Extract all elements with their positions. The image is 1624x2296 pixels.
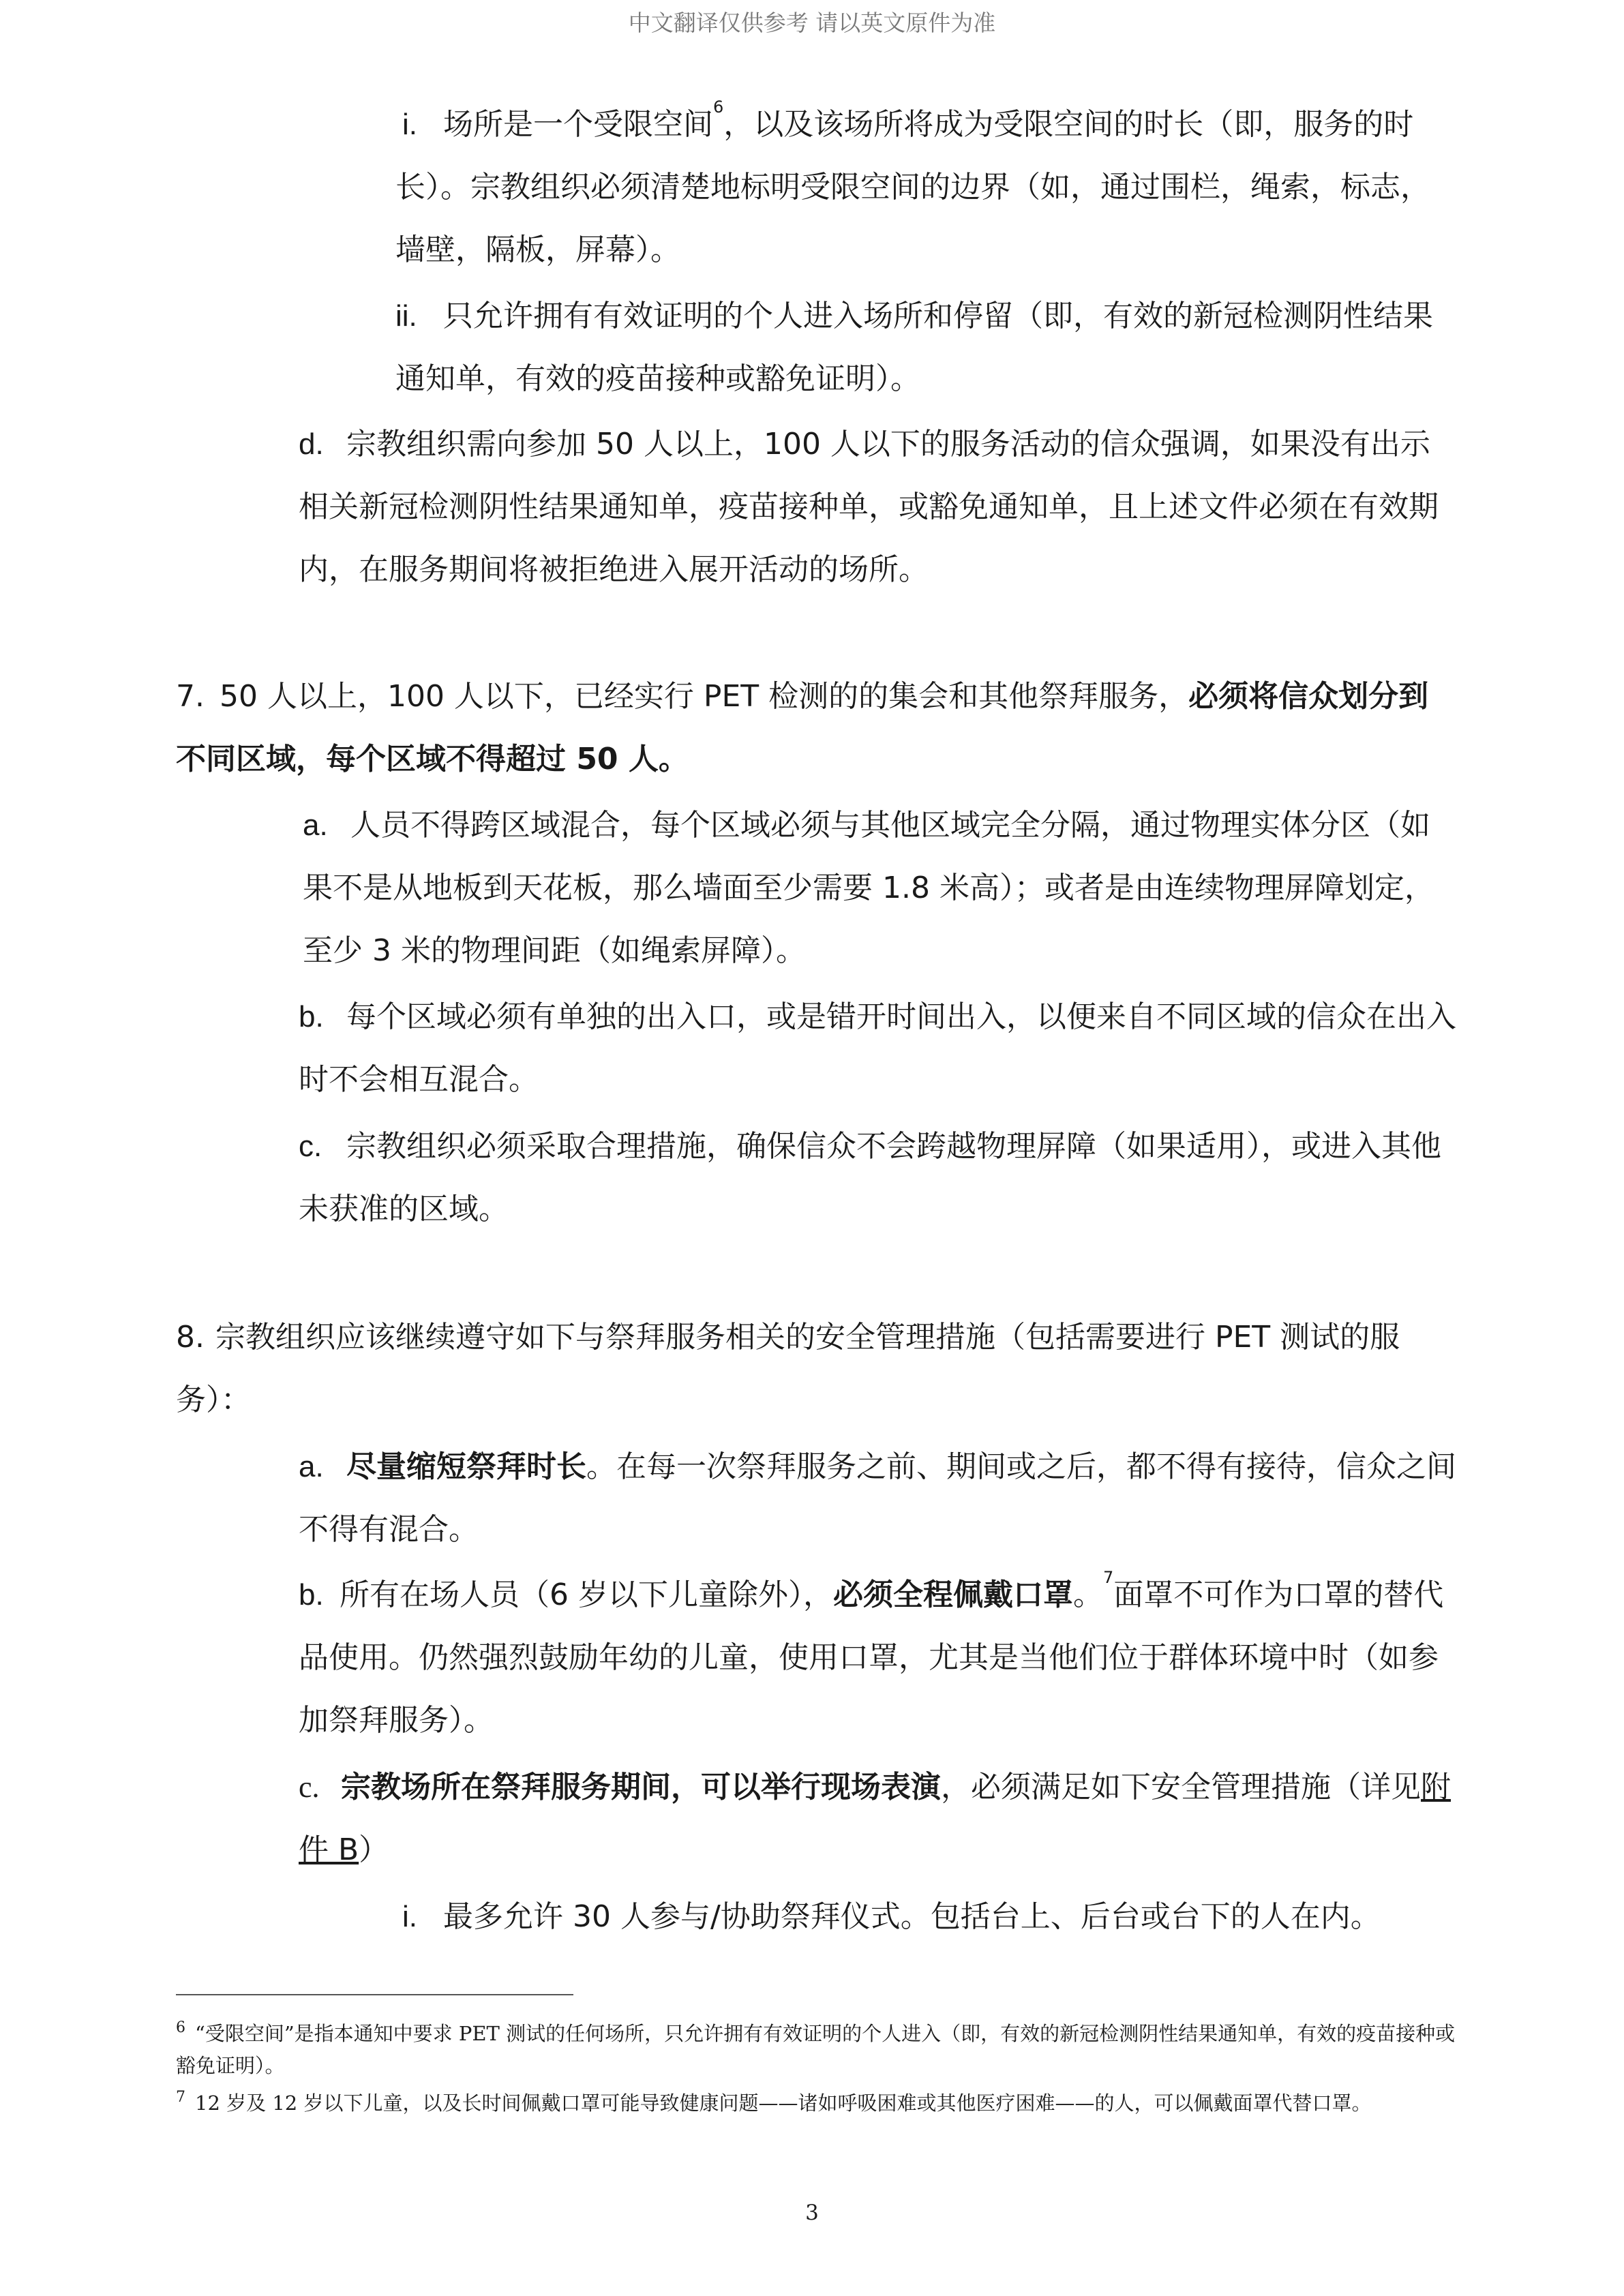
- section-text: 50 人以上，100 人以下，已经实行 PET 检测的的集会和其他祭拜服务，: [219, 679, 1189, 714]
- page-number: 3: [805, 2201, 819, 2225]
- item-text: 宗教组织必须采取合理措施，确保信众不会跨越物理屏障（如果适用），或进入其他未获准的区域。: [299, 1129, 1441, 1226]
- item-text: 所有在场人员（6 岁以下儿童除外），: [340, 1577, 833, 1612]
- item-marker: b.: [299, 1578, 324, 1612]
- item-text-bold: 必须全程佩戴口罩: [832, 1577, 1073, 1612]
- item-marker: ii.: [395, 299, 417, 333]
- list-item-8a: [299, 1436, 1458, 1561]
- footnote-number: 7: [176, 2089, 185, 2106]
- item-marker: a.: [299, 1450, 324, 1483]
- item-marker: c.: [299, 1130, 322, 1163]
- footnote-text: “受限空间”是指本通知中要求 PET 测试的任何场所，只允许拥有有效证明的个人进入（即，有效的新冠检测阴性结果通知单，有效的疫苗接种或豁免证明）。: [176, 2022, 1456, 2077]
- list-item-8b: [299, 1564, 1458, 1752]
- list-item-7b: [299, 986, 1458, 1111]
- item-text: 人员不得跨区域混合，每个区域必须与其他区域完全分隔，通过物理实体分区（如果不是从地板到天花板，那么墙面至少需要 1.8 米高）；或者是由连续物理屏障划定，至少 3 米的物理间距（如绳索屏障）。: [303, 808, 1434, 968]
- footnote-7: [176, 2087, 1458, 2119]
- item-text: 只允许拥有有效证明的个人进入场所和停留（即，有效的新冠检测阴性结果通知单，有效的疫苗接种或豁免证明）。: [395, 299, 1433, 396]
- section-text-bold: 必须将信众划分到不同区域，每个区域不得超过 50 人。: [176, 679, 1429, 776]
- list-item-d: [299, 413, 1458, 601]
- list-item-8c: [299, 1756, 1458, 1882]
- list-item-i: [395, 93, 1459, 282]
- section-8: [176, 1306, 1424, 1432]
- item-text: ，以及该场所将成为受限空间的时长（即，服务的时长）。宗教组织必须清楚地标明受限空间的边界（如，通过围栏，绳索，标志，墙壁，隔板，屏幕）。: [395, 107, 1430, 267]
- item-text: 每个区域必须有单独的出入口，或是错开时间出入，以便来自不同区域的信众在出入时不会相互混合。: [299, 999, 1456, 1097]
- item-marker: i.: [402, 108, 417, 141]
- item-text: 最多允许 30 人参与/协助祭拜仪式。包括台上、后台或台下的人在内。: [443, 1899, 1381, 1934]
- section-7: [176, 665, 1458, 791]
- item-marker: c.: [299, 1770, 320, 1804]
- footnote-6: [176, 2018, 1458, 2082]
- item-text: 。在每一次祭拜服务之前、期间或之后，都不得有接待，信众之间不得有混合。: [299, 1449, 1456, 1547]
- item-marker: d.: [299, 427, 324, 461]
- item-text: 面罩不可作为口罩的替代品使用。仍然强烈鼓励年幼的儿童，使用口罩，尤其是当他们位于群体环境中时（如参加祭拜服务）。: [299, 1577, 1444, 1738]
- footnote-separator: [176, 1994, 573, 1995]
- section-text: 宗教组织应该继续遵守如下与祭拜服务相关的安全管理措施（包括需要进行 PET 测试的服务）：: [176, 1320, 1400, 1417]
- list-item-8c-i: [395, 1886, 1479, 1948]
- page-header: 中文翻译仅供参考 请以英文原件为准: [628, 10, 996, 36]
- appendix-link[interactable]: 附件 B: [299, 1770, 1451, 1867]
- list-item-7c: [299, 1115, 1458, 1241]
- footnote-number: 6: [176, 2019, 185, 2036]
- footnote-text: 12 岁及 12 岁以下儿童，以及长时间佩戴口罩可能导致健康问题——诸如呼吸困难或其他医疗困难——的人，可以佩戴面罩代替口罩。: [195, 2091, 1372, 2115]
- item-marker: i.: [402, 1900, 417, 1933]
- item-text-bold: 尽量缩短祭拜时长: [346, 1449, 586, 1484]
- list-item-ii: [395, 285, 1459, 410]
- section-number: 8.: [176, 1320, 205, 1355]
- item-marker: b.: [299, 1000, 324, 1033]
- item-text: ）: [359, 1832, 389, 1867]
- item-text: ，必须满足如下安全管理措施（详见: [941, 1770, 1421, 1804]
- footnote-ref[interactable]: 7: [1102, 1568, 1114, 1587]
- list-item-7a: [303, 794, 1458, 982]
- item-text: 场所是一个受限空间: [443, 107, 713, 142]
- item-marker: a.: [303, 809, 328, 842]
- item-text: 宗教组织需向参加 50 人以上，100 人以下的服务活动的信众强调，如果没有出示相关新冠检测阴性结果通知单，疫苗接种单，或豁免通知单，且上述文件必须在有效期内，在服务期间将被拒绝进入展开活动的场所。: [299, 427, 1439, 587]
- item-text: 。: [1072, 1577, 1103, 1612]
- footnote-ref[interactable]: 6: [713, 97, 724, 117]
- section-number: 7.: [176, 679, 205, 714]
- item-text-bold: 宗教场所在祭拜服务期间，可以举行现场表演: [341, 1770, 941, 1804]
